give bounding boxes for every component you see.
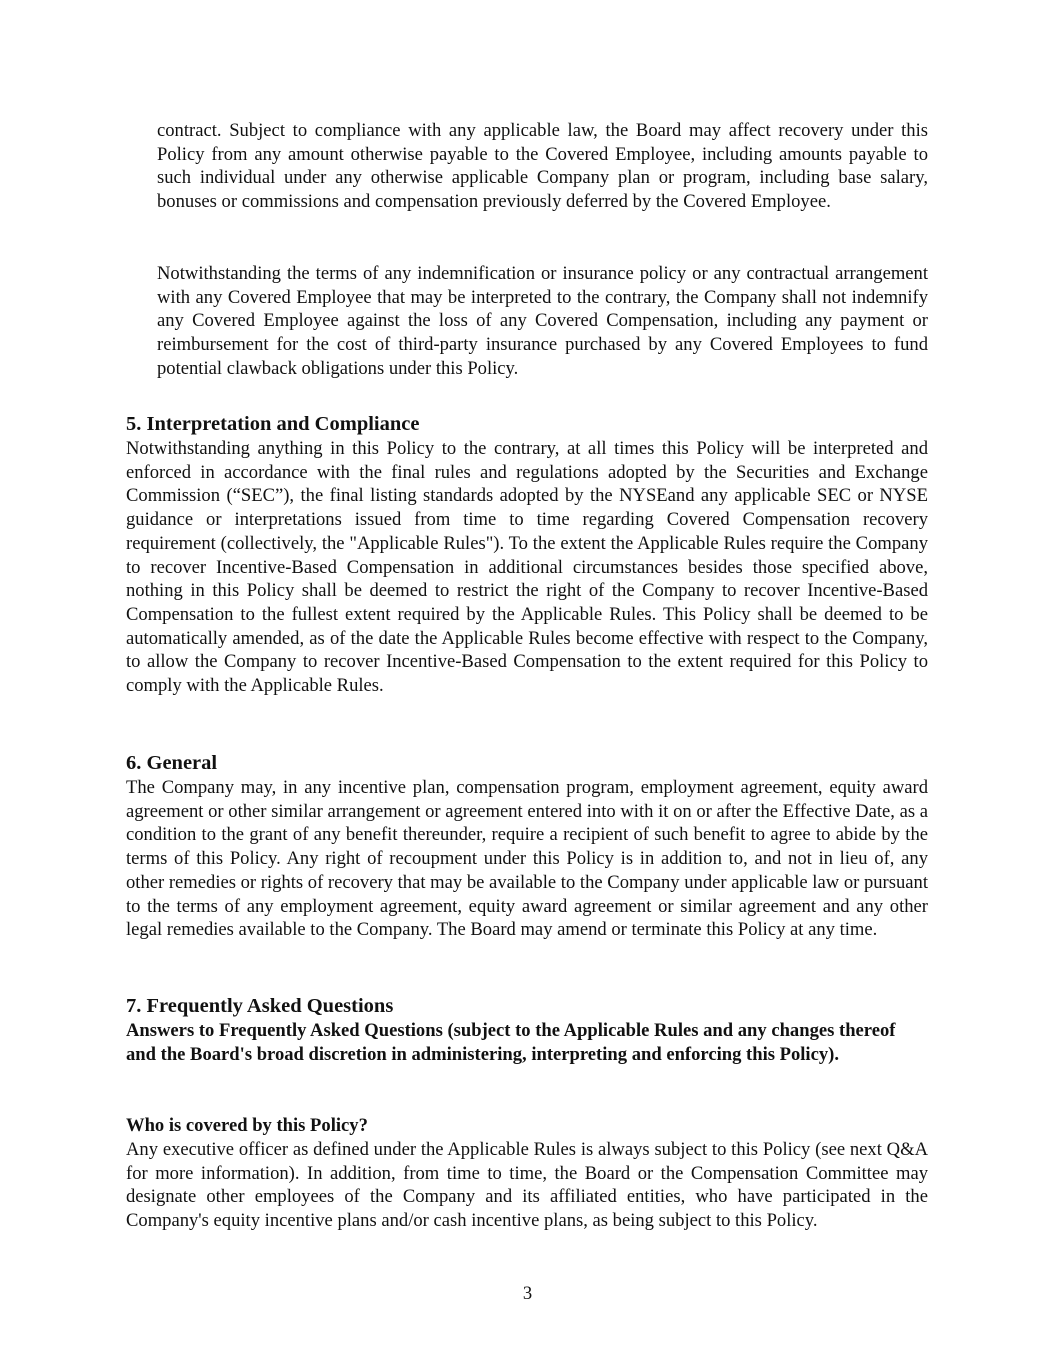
section-7-intro: Answers to Frequently Asked Questions (subject to the Applicable Rules and any changes thereof and the Board's broad discretion in administering, interpreting and enforcing this Policy). [126,1020,896,1065]
page-number: 3 [522,1283,533,1304]
continuation-paragraph-indemnification: Notwithstanding the terms of any indemnification or insurance policy or any contractual arrangement with any Covered Employee that may be interpreted to the contrary, the Company shall not indemnify any Covered Employee against the loss of any Covered Compensation, including any payment or reimbursement for the cost of third-party insurance purchased by any Covered Employees to fund potential clawback obligations under this Policy. [157,263,928,379]
section-6-body: The Company may, in any incentive plan, compensation program, employment agreement, equity award agreement or other similar arrangement or agreement entered into with it on or after the Effective Date, as a condition to the grant of any benefit thereunder, require a recipient of such benefit to agree to abide by the terms of this Policy. Any right of recoupment under this Policy is in addition to, and not in lieu of, any other remedies or rights of recovery that may be available to the Company under applicable law or pursuant to the terms of any employment agreement, equity award agreement or similar agreement and any other legal remedies available to the Company. The Board may amend or terminate this Policy at any time. [126,777,928,941]
section-5-body: Notwithstanding anything in this Policy to the contrary, at all times this Policy will be interpreted and enforced in accordance with the final rules and regulations adopted by the Securities and Exchange Commission (“SEC”), the final listing standards adopted by the NYSEand any applicable SEC or NYSE guidance or interpretations issued from time to time regarding Covered Compensation recovery requirement (collectively, the "Applicable Rules"). To the extent the Applicable Rules require the Company to recover Incentive-Based Compensation in additional circumstances besides those specified above, nothing in this Policy shall be deemed to restrict the right of the Company to recover Incentive-Based Compensation to the fullest extent required by the Applicable Rules. This Policy shall be deemed to be automatically amended, as of the date the Applicable Rules become effective with respect to the Company, to allow the Company to recover Incentive-Based Compensation to the extent required for this Policy to comply with the Applicable Rules. [126,438,928,697]
section-7-heading: 7. Frequently Asked Questions [126,995,394,1017]
section-5-heading: 5. Interpretation and Compliance [126,413,420,435]
section-6-heading: 6. General [126,752,218,774]
faq-answer-who-is-covered: Any executive officer as defined under the Applicable Rules is always subject to this Policy (see next Q&A for more information). In addition, from time to time, the Board or the Compensation Committee may designate other employees of the Company and its affiliated entities, who have participated in the Company's equity incentive plans and/or cash incentive plans, as being subject to this Policy. [126,1139,928,1232]
continuation-paragraph-recovery: contract. Subject to compliance with any applicable law, the Board may affect recovery under this Policy from any amount otherwise payable to the Covered Employee, including amounts payable to such individual under any otherwise applicable Company plan or program, including base salary, bonuses or commissions and compensation previously deferred by the Covered Employee. [157,120,928,213]
faq-question-who-is-covered: Who is covered by this Policy? [126,1115,368,1136]
